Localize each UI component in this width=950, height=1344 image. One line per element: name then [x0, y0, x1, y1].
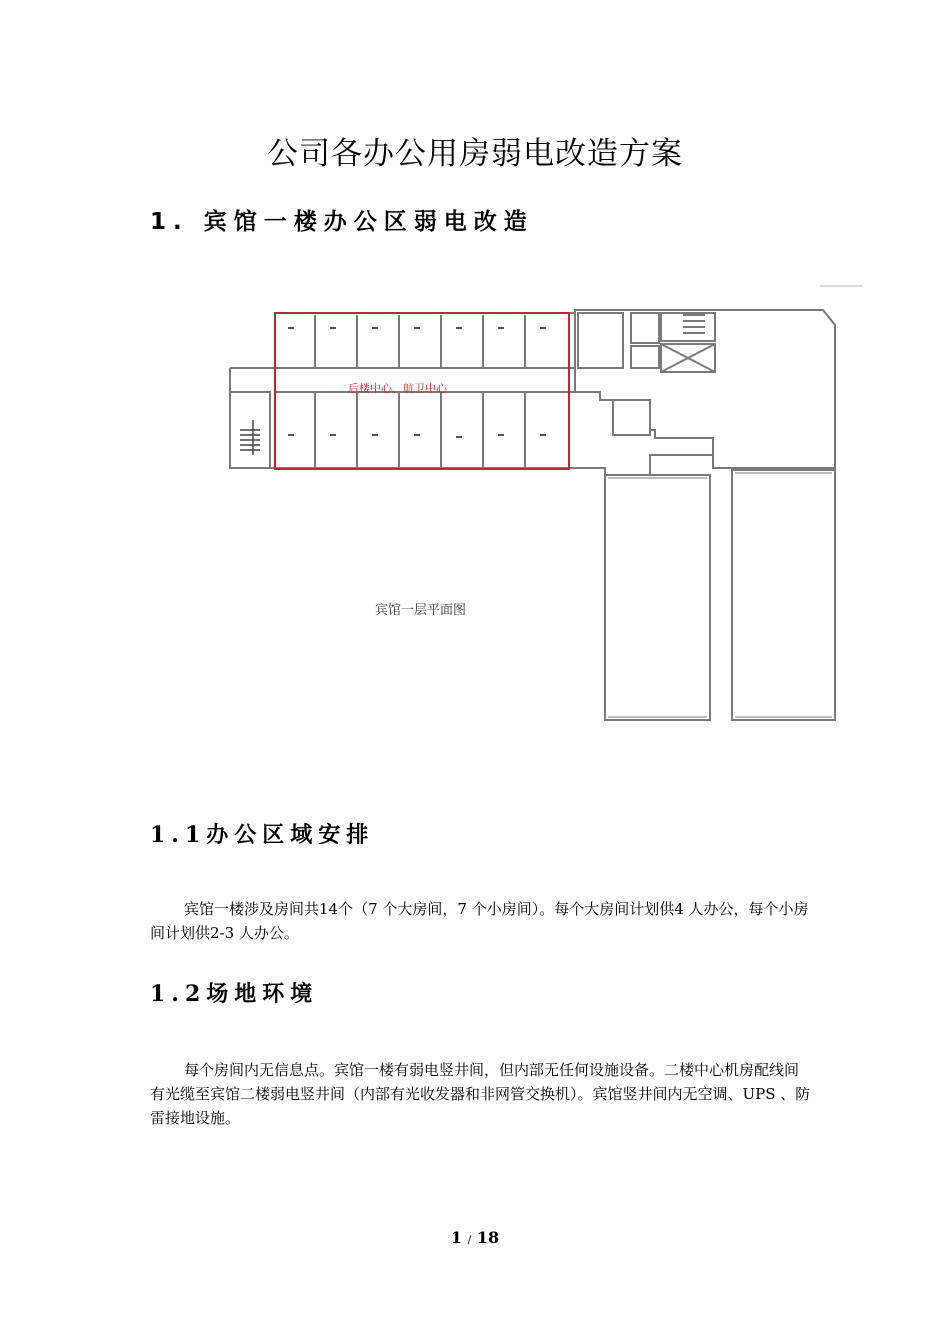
page-current: 1 — [450, 1228, 462, 1247]
page-total: 18 — [476, 1228, 500, 1247]
page-separator: / — [467, 1233, 472, 1246]
floor-plan-highlight-label: 后楼中心、航卫中心 — [348, 382, 447, 395]
section-heading-1: 1. 宾馆一楼办公区弱电改造 — [150, 209, 534, 235]
section-heading-1-2: 1.2场地环境 — [150, 981, 319, 1007]
page-number — [0, 1228, 950, 1247]
floor-plan-caption: 宾馆一层平面图 — [375, 603, 467, 618]
floor-plan-image — [195, 280, 867, 760]
section-heading-1-1: 1.1办公区域安排 — [150, 822, 375, 848]
section-1-1-paragraph: 宾馆一楼涉及房间共14个（7 个大房间，7 个小房间）。每个大房间计划供4 人办公，每个小房间计划供2-3 人办公。 — [150, 900, 809, 942]
page-title: 公司各办公用房弱电改造方案 — [267, 136, 683, 172]
section-1-2-paragraph: 每个房间内无信息点。宾馆一楼有弱电竖井间，但内部无任何设施设备。二楼中心机房配线间有光缆至宾馆二楼弱电竖井间（内部有光收发器和非网管交换机）。宾馆竖井间内无空调、UPS 、防雷接地设施。 — [150, 1061, 811, 1127]
